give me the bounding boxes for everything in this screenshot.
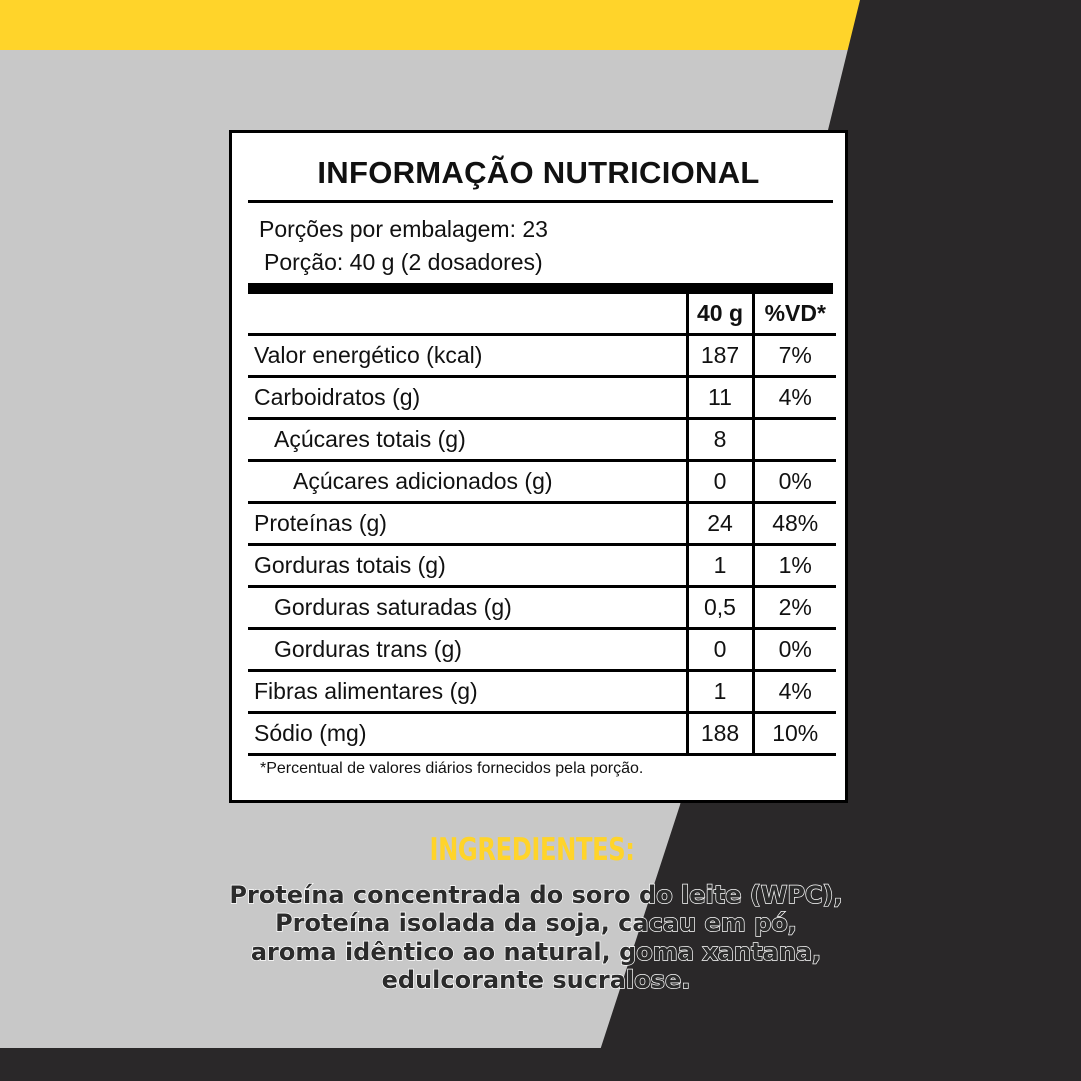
row-value: 0 — [687, 461, 753, 503]
row-label: Proteínas (g) — [248, 503, 687, 545]
footnote: *Percentual de valores diários fornecidos pela porção. — [260, 760, 644, 777]
ingredients-line: Proteína concentrada do soro do leite (WPC), — [229, 881, 843, 909]
row-dv: 7% — [753, 335, 836, 377]
row-label: Valor energético (kcal) — [248, 335, 687, 377]
row-dv: 4% — [753, 671, 836, 713]
row-label: Gorduras totais (g) — [248, 545, 687, 587]
row-dv: 4% — [753, 377, 836, 419]
header-label — [248, 294, 687, 335]
row-dv: 10% — [753, 713, 836, 755]
row-value: 188 — [687, 713, 753, 755]
table-row — [248, 671, 836, 713]
table-row — [248, 587, 836, 629]
row-label: Açúcares totais (g) — [248, 419, 687, 461]
row-value: 24 — [687, 503, 753, 545]
row-value: 8 — [687, 419, 753, 461]
header-dv: %VD* — [753, 294, 836, 335]
nutrition-table — [248, 294, 836, 756]
row-value: 1 — [687, 545, 753, 587]
table-row — [248, 629, 836, 671]
row-dv: 48% — [753, 503, 836, 545]
header-portion: 40 g — [687, 294, 753, 335]
nutrition-facts-panel — [229, 130, 848, 803]
row-dv: 2% — [753, 587, 836, 629]
row-dv: 0% — [753, 461, 836, 503]
table-row — [248, 503, 836, 545]
row-value: 0 — [687, 629, 753, 671]
row-dv — [753, 419, 836, 461]
table-row — [248, 713, 836, 755]
serving-size: Porção: 40 g (2 dosadores) — [264, 249, 543, 275]
yellow-top-band — [0, 0, 870, 50]
table-row — [248, 377, 836, 419]
table-row — [248, 545, 836, 587]
ingredients-line: edulcorante sucralose. — [381, 966, 691, 994]
ingredients-title: INGREDIENTES: — [429, 832, 635, 868]
row-label: Gorduras trans (g) — [248, 629, 687, 671]
servings-per-package: Porções por embalagem: 23 — [259, 216, 548, 242]
row-value: 187 — [687, 335, 753, 377]
row-value: 11 — [687, 377, 753, 419]
table-row — [248, 335, 836, 377]
row-label: Açúcares adicionados (g) — [248, 461, 687, 503]
row-value: 0,5 — [687, 587, 753, 629]
table-header-row — [248, 294, 836, 335]
title-divider — [248, 200, 833, 203]
row-label: Carboidratos (g) — [248, 377, 687, 419]
row-dv: 1% — [753, 545, 836, 587]
ingredients-line: aroma idêntico ao natural, goma xantana, — [250, 938, 822, 966]
table-row — [248, 461, 836, 503]
row-label: Fibras alimentares (g) — [248, 671, 687, 713]
panel-title: INFORMAÇÃO NUTRICIONAL — [317, 155, 760, 190]
dark-bottom-band — [0, 1048, 620, 1081]
thick-divider — [248, 283, 833, 294]
row-value: 1 — [687, 671, 753, 713]
table-row — [248, 419, 836, 461]
row-dv: 0% — [753, 629, 836, 671]
row-label: Sódio (mg) — [248, 713, 687, 755]
row-label: Gorduras saturadas (g) — [248, 587, 687, 629]
ingredients-line: Proteína isolada da soja, cacau em pó, — [275, 909, 797, 937]
